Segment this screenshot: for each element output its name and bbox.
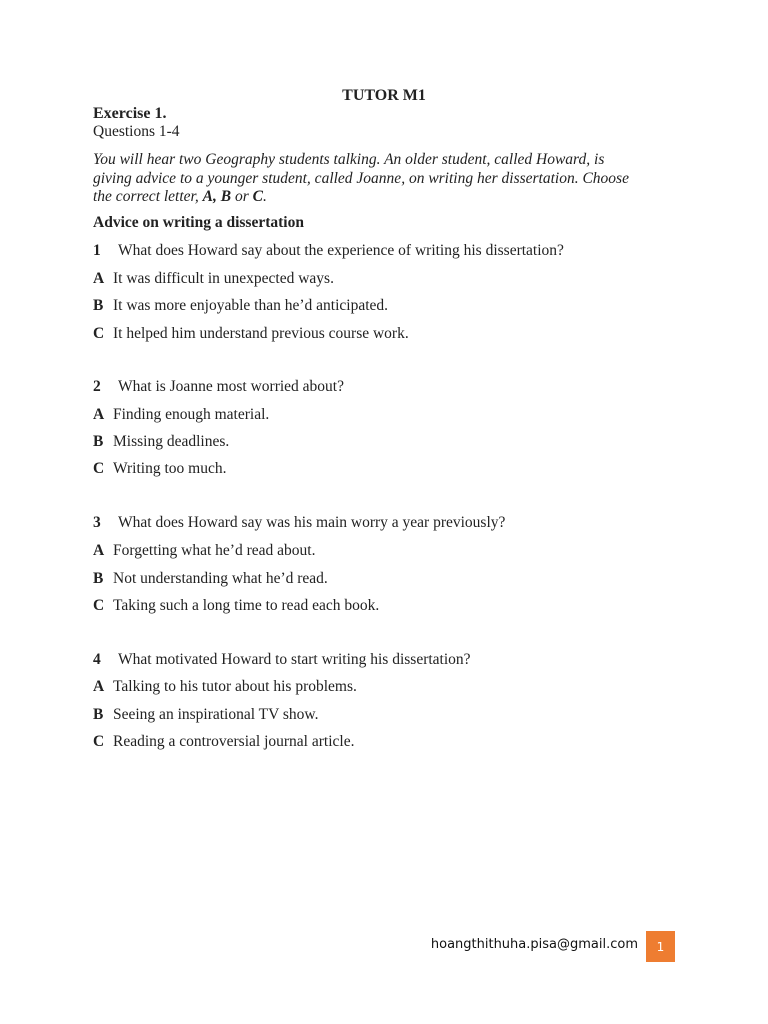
question-text: What motivated Howard to start writing his dissertation? (118, 651, 471, 668)
question-number: 2 (93, 378, 101, 395)
option-letter: B (93, 570, 104, 587)
instructions-or: or (231, 188, 253, 205)
option-a (93, 269, 334, 289)
question-text: What does Howard say about the experience of writing his dissertation? (118, 242, 564, 259)
question-stem (93, 377, 344, 397)
question-number: 3 (93, 514, 101, 531)
instructions-line: You will hear two Geography students talking. An older student, called Howard, is (93, 151, 605, 168)
page-number-badge: 1 (646, 931, 675, 962)
footer-email: hoangthithuha.pisa@gmail.com (430, 937, 638, 952)
option-letter: B (93, 433, 104, 450)
option-text: It was more enjoyable than he’d anticipated. (113, 297, 389, 314)
instructions-line-last (93, 188, 683, 207)
option-a (93, 677, 357, 697)
option-text: It was difficult in unexpected ways. (113, 270, 334, 287)
instructions-last-letter: C (252, 188, 263, 205)
option-text: Talking to his tutor about his problems. (113, 678, 357, 695)
question-stem (93, 241, 564, 261)
option-text: Seeing an inspirational TV show. (113, 706, 319, 723)
instructions-letters: A, B (202, 188, 232, 205)
question-number: 1 (93, 242, 101, 259)
option-b (93, 569, 328, 589)
option-letter: C (93, 325, 105, 342)
section-heading: Advice on writing a dissertation (93, 214, 304, 231)
option-c (93, 732, 354, 752)
option-letter: A (93, 678, 105, 695)
option-text: Writing too much. (113, 460, 227, 477)
option-letter: B (93, 297, 104, 314)
option-text: It helped him understand previous course work. (113, 325, 409, 342)
option-c (93, 324, 409, 344)
question-text: What does Howard say was his main worry a year previously? (118, 514, 506, 531)
option-a (93, 541, 315, 561)
option-text: Reading a controversial journal article. (113, 733, 355, 750)
page-title: TUTOR M1 (342, 87, 426, 104)
option-letter: C (93, 597, 105, 614)
option-text: Not understanding what he’d read. (113, 570, 328, 587)
option-text: Forgetting what he’d read about. (113, 542, 316, 559)
option-letter: A (93, 542, 105, 559)
instructions (93, 151, 683, 207)
option-b (93, 296, 388, 316)
option-c (93, 459, 226, 479)
option-c (93, 596, 379, 616)
option-letter: A (93, 406, 105, 423)
question-stem (93, 650, 471, 670)
option-text: Finding enough material. (113, 406, 270, 423)
instructions-line: the correct letter, (93, 188, 203, 205)
option-text: Missing deadlines. (113, 433, 230, 450)
question-stem (93, 513, 505, 533)
instructions-line: giving advice to a younger student, called Joanne, on writing her dissertation. Choose (93, 169, 629, 187)
exercise-label: Exercise 1. (93, 105, 167, 122)
question-number: 4 (93, 651, 101, 668)
questions-range: Questions 1-4 (93, 123, 180, 140)
instructions-end: . (262, 188, 267, 205)
option-text: Taking such a long time to read each book. (113, 597, 380, 614)
option-letter: C (93, 460, 105, 477)
option-b (93, 432, 229, 452)
question-text: What is Joanne most worried about? (118, 378, 344, 395)
option-letter: C (93, 733, 105, 750)
option-letter: B (93, 706, 104, 723)
option-a (93, 405, 269, 425)
option-b (93, 705, 319, 725)
option-letter: A (93, 270, 105, 287)
